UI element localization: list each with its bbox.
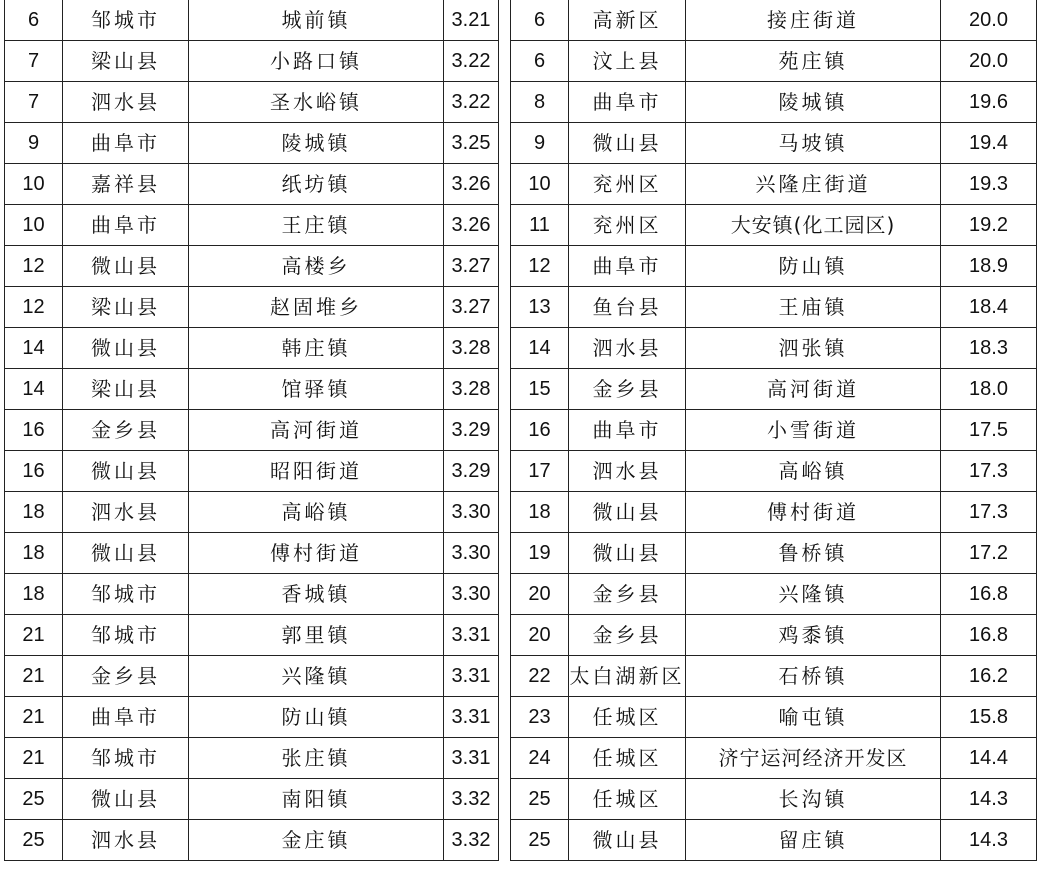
county-cell: 微山县 [569, 123, 686, 164]
table-row [511, 41, 1037, 82]
value-cell: 3.26 [444, 164, 499, 205]
value-cell: 3.31 [444, 697, 499, 738]
rank-cell: 18 [5, 533, 63, 574]
rank-cell: 9 [5, 123, 63, 164]
table-row [5, 164, 499, 205]
value-cell: 3.32 [444, 820, 499, 861]
table-row [511, 451, 1037, 492]
town-cell: 韩庄镇 [189, 328, 444, 369]
table-row [5, 41, 499, 82]
table-row [511, 205, 1037, 246]
value-cell: 16.8 [941, 574, 1037, 615]
table-row [511, 492, 1037, 533]
county-cell: 金乡县 [569, 369, 686, 410]
town-cell: 高河街道 [686, 369, 941, 410]
value-cell: 20.0 [941, 41, 1037, 82]
value-cell: 3.30 [444, 533, 499, 574]
rank-cell: 16 [5, 451, 63, 492]
county-cell: 金乡县 [63, 410, 189, 451]
rank-cell: 10 [5, 164, 63, 205]
county-cell: 兖州区 [569, 205, 686, 246]
value-cell: 18.3 [941, 328, 1037, 369]
rank-cell: 6 [511, 41, 569, 82]
county-cell: 邹城市 [63, 0, 189, 41]
town-cell: 王庙镇 [686, 287, 941, 328]
table-row [5, 615, 499, 656]
town-cell: 傅村街道 [189, 533, 444, 574]
value-cell: 16.8 [941, 615, 1037, 656]
town-cell: 大安镇(化工园区) [686, 205, 941, 246]
county-cell: 泗水县 [63, 820, 189, 861]
right-table-body [511, 0, 1037, 861]
town-cell: 张庄镇 [189, 738, 444, 779]
table-row [511, 779, 1037, 820]
value-cell: 19.2 [941, 205, 1037, 246]
value-cell: 3.30 [444, 574, 499, 615]
value-cell: 3.31 [444, 656, 499, 697]
county-cell: 曲阜市 [63, 123, 189, 164]
rank-cell: 9 [511, 123, 569, 164]
town-cell: 兴隆镇 [189, 656, 444, 697]
town-cell: 纸坊镇 [189, 164, 444, 205]
town-cell: 小路口镇 [189, 41, 444, 82]
table-row [5, 574, 499, 615]
town-cell: 留庄镇 [686, 820, 941, 861]
table-row [5, 656, 499, 697]
county-cell: 微山县 [63, 246, 189, 287]
value-cell: 3.25 [444, 123, 499, 164]
county-cell: 任城区 [569, 779, 686, 820]
table-row [511, 615, 1037, 656]
county-cell: 曲阜市 [63, 205, 189, 246]
value-cell: 3.28 [444, 328, 499, 369]
value-cell: 19.4 [941, 123, 1037, 164]
rank-cell: 7 [5, 41, 63, 82]
town-cell: 石桥镇 [686, 656, 941, 697]
value-cell: 3.30 [444, 492, 499, 533]
rank-cell: 25 [511, 820, 569, 861]
table-row [5, 328, 499, 369]
county-cell: 鱼台县 [569, 287, 686, 328]
value-cell: 3.27 [444, 246, 499, 287]
right-ranking-table [510, 0, 1037, 861]
value-cell: 15.8 [941, 697, 1037, 738]
town-cell: 香城镇 [189, 574, 444, 615]
county-cell: 金乡县 [569, 574, 686, 615]
value-cell: 3.27 [444, 287, 499, 328]
table-row [511, 820, 1037, 861]
left-ranking-table [4, 0, 499, 861]
table-row [5, 820, 499, 861]
value-cell: 3.31 [444, 615, 499, 656]
county-cell: 曲阜市 [63, 697, 189, 738]
rank-cell: 20 [511, 615, 569, 656]
county-cell: 微山县 [63, 533, 189, 574]
town-cell: 高峪镇 [686, 451, 941, 492]
county-cell: 邹城市 [63, 574, 189, 615]
county-cell: 金乡县 [569, 615, 686, 656]
county-cell: 微山县 [569, 533, 686, 574]
table-row [511, 82, 1037, 123]
town-cell: 马坡镇 [686, 123, 941, 164]
rank-cell: 21 [5, 697, 63, 738]
county-cell: 微山县 [63, 779, 189, 820]
town-cell: 泗张镇 [686, 328, 941, 369]
table-row [5, 369, 499, 410]
rank-cell: 18 [511, 492, 569, 533]
town-cell: 防山镇 [189, 697, 444, 738]
rank-cell: 18 [5, 574, 63, 615]
value-cell: 18.9 [941, 246, 1037, 287]
rank-cell: 21 [5, 738, 63, 779]
rank-cell: 18 [5, 492, 63, 533]
table-row [511, 574, 1037, 615]
rank-cell: 21 [5, 615, 63, 656]
county-cell: 金乡县 [63, 656, 189, 697]
rank-cell: 17 [511, 451, 569, 492]
rank-cell: 21 [5, 656, 63, 697]
value-cell: 17.3 [941, 451, 1037, 492]
town-cell: 鲁桥镇 [686, 533, 941, 574]
table-row [511, 533, 1037, 574]
table-row [5, 205, 499, 246]
county-cell: 嘉祥县 [63, 164, 189, 205]
rank-cell: 16 [5, 410, 63, 451]
table-row [5, 533, 499, 574]
rank-cell: 12 [511, 246, 569, 287]
value-cell: 14.3 [941, 820, 1037, 861]
rank-cell: 11 [511, 205, 569, 246]
county-cell: 微山县 [63, 451, 189, 492]
table-row [5, 451, 499, 492]
rank-cell: 14 [5, 328, 63, 369]
county-cell: 邹城市 [63, 738, 189, 779]
rank-cell: 10 [511, 164, 569, 205]
value-cell: 3.29 [444, 451, 499, 492]
county-cell: 梁山县 [63, 41, 189, 82]
table-row [511, 738, 1037, 779]
rank-cell: 19 [511, 533, 569, 574]
left-table-body [5, 0, 499, 861]
table-row [5, 0, 499, 41]
county-cell: 任城区 [569, 697, 686, 738]
table-row [5, 697, 499, 738]
rank-cell: 14 [5, 369, 63, 410]
value-cell: 3.22 [444, 41, 499, 82]
rank-cell: 6 [511, 0, 569, 41]
town-cell: 济宁运河经济开发区 [686, 738, 941, 779]
value-cell: 3.21 [444, 0, 499, 41]
town-cell: 城前镇 [189, 0, 444, 41]
rank-cell: 25 [511, 779, 569, 820]
value-cell: 3.32 [444, 779, 499, 820]
county-cell: 梁山县 [63, 369, 189, 410]
rank-cell: 22 [511, 656, 569, 697]
town-cell: 馆驿镇 [189, 369, 444, 410]
rank-cell: 6 [5, 0, 63, 41]
table-row [511, 328, 1037, 369]
county-cell: 微山县 [569, 820, 686, 861]
table-row [511, 246, 1037, 287]
rank-cell: 14 [511, 328, 569, 369]
town-cell: 郭里镇 [189, 615, 444, 656]
rank-cell: 25 [5, 820, 63, 861]
town-cell: 赵固堆乡 [189, 287, 444, 328]
table-row [5, 492, 499, 533]
county-cell: 邹城市 [63, 615, 189, 656]
town-cell: 圣水峪镇 [189, 82, 444, 123]
rank-cell: 23 [511, 697, 569, 738]
town-cell: 昭阳街道 [189, 451, 444, 492]
town-cell: 鸡黍镇 [686, 615, 941, 656]
county-cell: 汶上县 [569, 41, 686, 82]
table-row [5, 738, 499, 779]
table-row [511, 0, 1037, 41]
town-cell: 金庄镇 [189, 820, 444, 861]
town-cell: 兴隆镇 [686, 574, 941, 615]
county-cell: 泗水县 [63, 492, 189, 533]
county-cell: 任城区 [569, 738, 686, 779]
value-cell: 16.2 [941, 656, 1037, 697]
value-cell: 17.2 [941, 533, 1037, 574]
rank-cell: 8 [511, 82, 569, 123]
value-cell: 20.0 [941, 0, 1037, 41]
value-cell: 19.6 [941, 82, 1037, 123]
town-cell: 小雪街道 [686, 410, 941, 451]
town-cell: 王庄镇 [189, 205, 444, 246]
county-cell: 曲阜市 [569, 410, 686, 451]
town-cell: 苑庄镇 [686, 41, 941, 82]
town-cell: 南阳镇 [189, 779, 444, 820]
county-cell: 兖州区 [569, 164, 686, 205]
town-cell: 防山镇 [686, 246, 941, 287]
value-cell: 17.5 [941, 410, 1037, 451]
table-row [511, 656, 1037, 697]
table-row [511, 123, 1037, 164]
county-cell: 泗水县 [63, 82, 189, 123]
rank-cell: 12 [5, 246, 63, 287]
town-cell: 傅村街道 [686, 492, 941, 533]
table-row [5, 246, 499, 287]
value-cell: 14.3 [941, 779, 1037, 820]
value-cell: 18.0 [941, 369, 1037, 410]
town-cell: 高河街道 [189, 410, 444, 451]
county-cell: 泗水县 [569, 328, 686, 369]
table-row [5, 410, 499, 451]
rank-cell: 25 [5, 779, 63, 820]
rank-cell: 24 [511, 738, 569, 779]
rank-cell: 7 [5, 82, 63, 123]
value-cell: 3.31 [444, 738, 499, 779]
rank-cell: 15 [511, 369, 569, 410]
value-cell: 18.4 [941, 287, 1037, 328]
value-cell: 3.28 [444, 369, 499, 410]
town-cell: 陵城镇 [686, 82, 941, 123]
county-cell: 梁山县 [63, 287, 189, 328]
rank-cell: 12 [5, 287, 63, 328]
value-cell: 3.26 [444, 205, 499, 246]
county-cell: 微山县 [63, 328, 189, 369]
county-cell: 曲阜市 [569, 246, 686, 287]
county-cell: 太白湖新区 [569, 656, 686, 697]
town-cell: 高峪镇 [189, 492, 444, 533]
value-cell: 3.29 [444, 410, 499, 451]
table-row [5, 287, 499, 328]
value-cell: 19.3 [941, 164, 1037, 205]
table-row [5, 123, 499, 164]
value-cell: 14.4 [941, 738, 1037, 779]
rank-cell: 16 [511, 410, 569, 451]
town-cell: 长沟镇 [686, 779, 941, 820]
county-cell: 泗水县 [569, 451, 686, 492]
table-row [5, 779, 499, 820]
county-cell: 高新区 [569, 0, 686, 41]
table-row [511, 287, 1037, 328]
rank-cell: 13 [511, 287, 569, 328]
table-row [511, 697, 1037, 738]
rank-cell: 10 [5, 205, 63, 246]
county-cell: 曲阜市 [569, 82, 686, 123]
town-cell: 陵城镇 [189, 123, 444, 164]
value-cell: 17.3 [941, 492, 1037, 533]
town-cell: 接庄街道 [686, 0, 941, 41]
rank-cell: 20 [511, 574, 569, 615]
table-row [511, 410, 1037, 451]
table-row [511, 369, 1037, 410]
town-cell: 兴隆庄街道 [686, 164, 941, 205]
town-cell: 高楼乡 [189, 246, 444, 287]
value-cell: 3.22 [444, 82, 499, 123]
table-row [511, 164, 1037, 205]
county-cell: 微山县 [569, 492, 686, 533]
town-cell: 喻屯镇 [686, 697, 941, 738]
table-row [5, 82, 499, 123]
